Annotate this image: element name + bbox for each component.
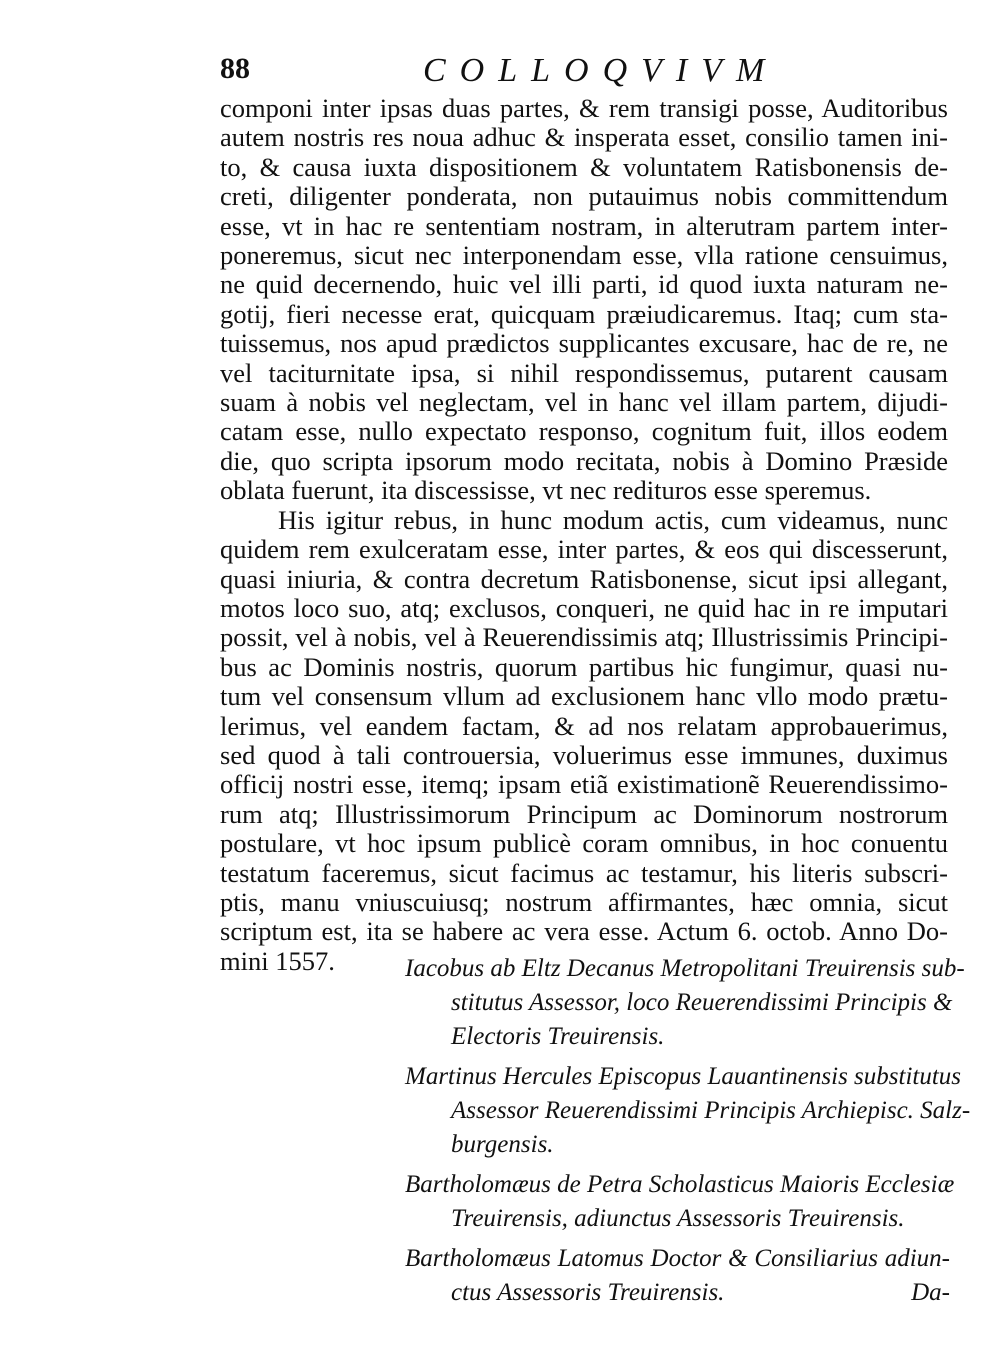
signature-line: Treuirensis, adiunctus Assessoris Treuirensis.	[451, 1205, 905, 1232]
text-line: testatum faceremus, sicut facimus ac testamur, his literis subscri-	[220, 858, 948, 888]
text-line: sed quod à tali controuersia, voluerimus esse immunes, duximus	[220, 740, 948, 770]
signature-line: stitutus Assessor, loco Reuerendissimi Principis &	[451, 989, 953, 1016]
text-line: suam à nobis vel neglectam, vel in hanc vel illam partem, dijudi-	[220, 388, 948, 418]
main-text	[220, 94, 948, 976]
text-line: officij nostri esse, itemq; ipsam etiã existimationẽ Reuerendissimo-	[220, 770, 948, 800]
text-line: postulare, vt hoc ipsum publicè coram omnibus, in hoc conuentu	[220, 829, 948, 859]
signature-eltz	[405, 952, 965, 1054]
text-line: lerimus, vel eandem factam, & ad nos relatam approbauerimus,	[220, 711, 948, 741]
text-line: bus ac Dominis nostris, quorum partibus hic fungimur, quasi nu-	[220, 652, 948, 682]
text-line: rum atq; Illustrissimorum Principum ac Dominorum nostrorum	[220, 799, 948, 829]
catchword: Da-	[911, 1279, 950, 1306]
text-line: ne quid decernendo, huic vel illi parti, id quod iuxta naturam ne-	[220, 270, 948, 300]
text-line: motos loco suo, atq; exclusos, conqueri, ne quid hac in re imputari	[220, 593, 948, 623]
text-line: ptis, manu vniuscuiusq; nostrum affirmantes, hæc omnia, sicut	[220, 887, 948, 917]
signature-line: Iacobus ab Eltz Decanus Metropolitani Treuirensis sub-	[405, 955, 965, 982]
signature-line: burgensis.	[451, 1131, 554, 1158]
signature-line: Martinus Hercules Episcopus Lauantinensis substitutus	[405, 1063, 962, 1090]
text-line: componi inter ipsas duas partes, & rem transigi posse, Auditoribus	[220, 94, 948, 123]
signature-line: Assessor Reuerendissimi Principis Archiepisc. Salz-	[451, 1097, 971, 1124]
signature-latomus	[405, 1242, 950, 1310]
text-line: creti, diligenter ponderata, non putauimus nobis committendum	[220, 182, 948, 212]
signature-line: Bartholomæus de Petra Scholasticus Maioris Ecclesiæ	[405, 1171, 955, 1198]
text-line: catam esse, nullo expectato responso, cognitum fuit, illos eodem	[220, 417, 948, 447]
text-line: tum vel consensum vllum ad exclusionem hanc vllo modo prætu-	[220, 682, 948, 712]
page-header	[220, 52, 980, 92]
text-line: quasi iniuria, & contra decretum Ratisbonense, sicut ipsi allegant,	[220, 564, 948, 594]
text-line: scriptum est, ita se habere ac vera esse. Actum 6. octob. Anno Do-	[220, 917, 948, 947]
text-line: esse, vt in hac re sententiam nostram, in alterutram partem inter-	[220, 211, 948, 241]
signature-line: Electoris Treuirensis.	[451, 1023, 665, 1050]
text-line: possit, vel à nobis, vel à Reuerendissimis atq; Illustrissimis Principi-	[220, 623, 948, 653]
text-line: vel taciturnitate ipsa, si nihil respondissemus, putarent causam	[220, 358, 948, 388]
page-number: 88	[220, 52, 250, 85]
signature-hercules	[405, 1060, 971, 1162]
text-line: oblata fuerunt, ita discessisse, vt nec redituros esse speremus.	[220, 476, 872, 506]
text-line: die, quo scripta ipsorum modo recitata, nobis à Domino Præside	[220, 446, 948, 476]
text-line: to, & causa iuxta dispositionem & voluntatem Ratisbonensis de-	[220, 152, 948, 182]
signature-line: Bartholomæus Latomus Doctor & Consiliarius adiun-	[405, 1245, 950, 1272]
paragraph-1	[220, 94, 948, 506]
paragraph-2	[220, 506, 948, 977]
text-line: His igitur rebus, in hunc modum actis, cum videamus, nunc	[278, 505, 948, 535]
text-line: autem nostris res noua adhuc & insperata esset, consilio tamen ini-	[220, 123, 948, 153]
running-title: COLLOQVIVM	[423, 52, 779, 89]
signature-petra	[405, 1168, 955, 1236]
text-line: poneremus, sicut nec interponendam esse, vlla ratione censuimus,	[220, 241, 948, 271]
text-line: gotij, fieri necesse erat, quicquam præiudicaremus. Itaq; cum sta-	[220, 299, 948, 329]
signature-line: ctus Assessoris Treuirensis.	[451, 1279, 725, 1306]
text-line: tuissemus, nos apud prædictos supplicantes excusare, hac de re, ne	[220, 329, 948, 359]
signature-block	[405, 952, 971, 1316]
text-line: mini 1557.	[220, 946, 335, 976]
text-line: quidem rem exulceratam esse, inter partes, & eos qui discesserunt,	[220, 535, 948, 565]
